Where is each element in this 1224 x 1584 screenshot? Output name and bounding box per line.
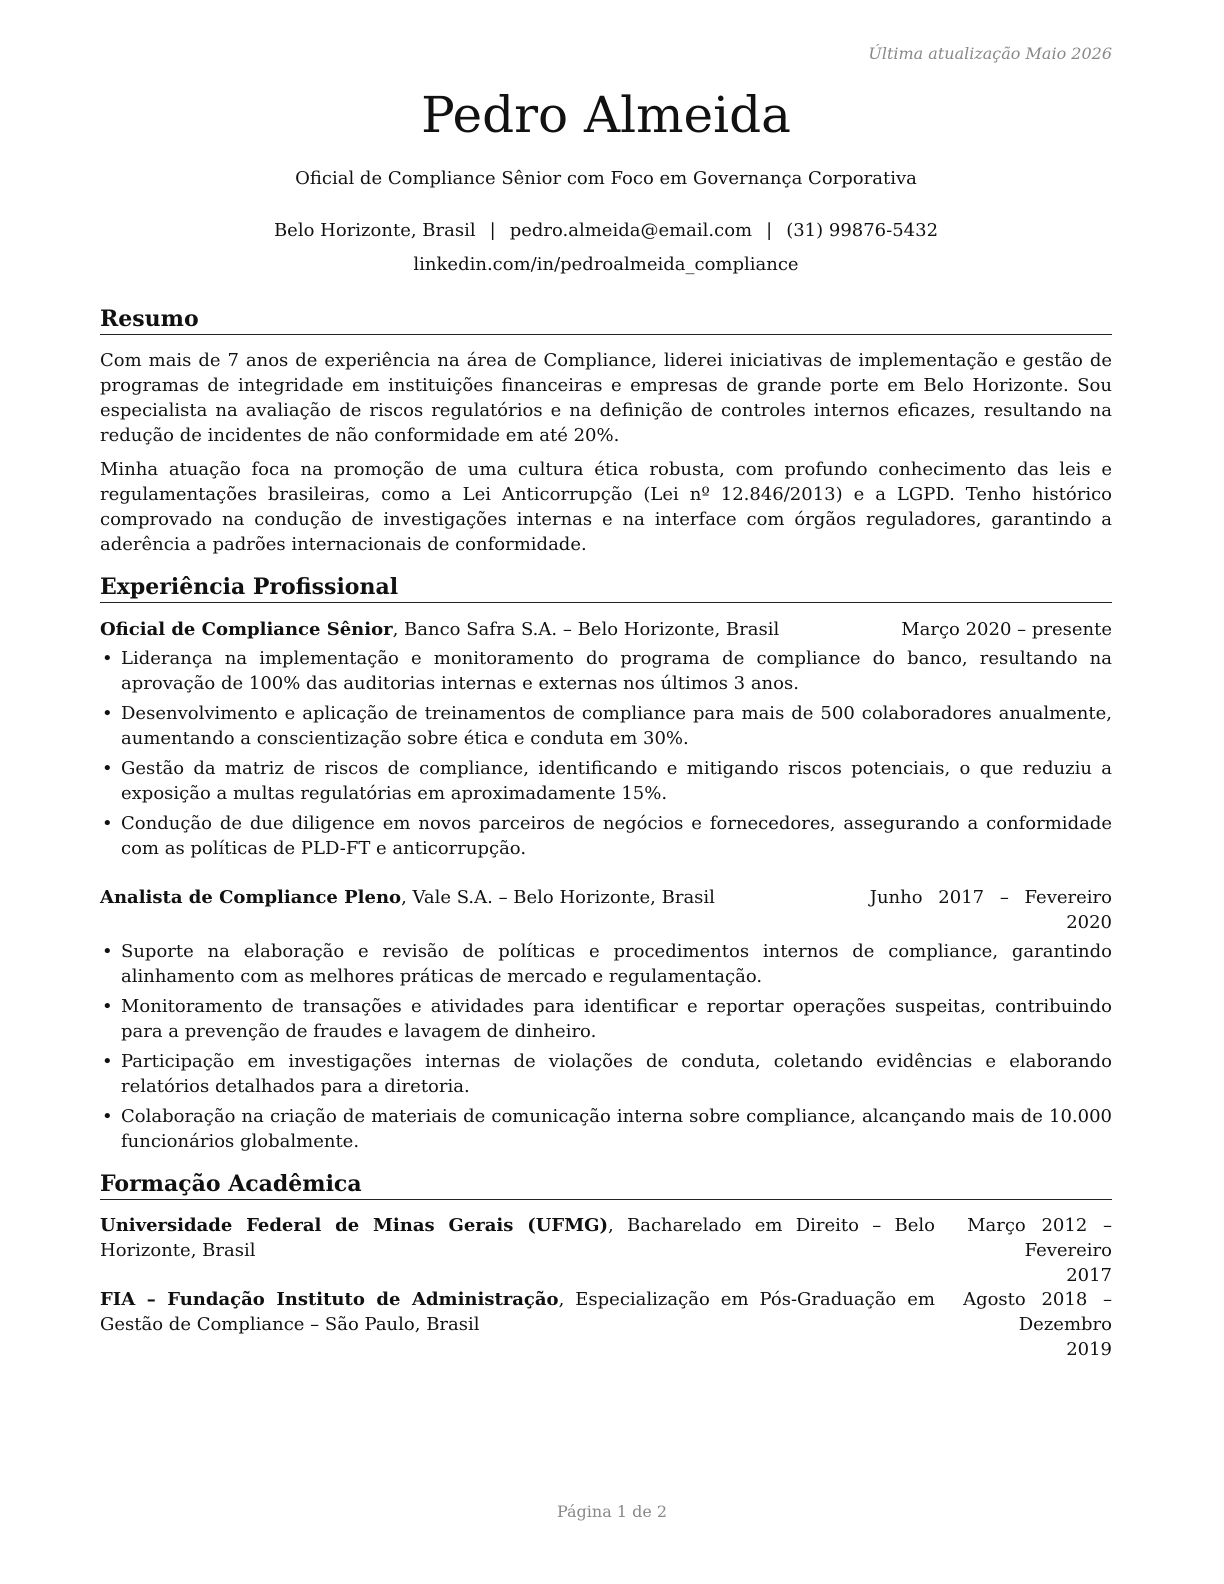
summary-paragraph: Com mais de 7 anos de experiência na área de Compliance, liderei iniciativas de implementação e gestão de programas de integridade em instituições financeiras e empresas de grande porte em Belo Horizonte. Sou especialista na avaliação de riscos regulatórios e na definição de controles internos eficazes, resultando na redução de incidentes de não conformidade em até 20%. (100, 350, 1112, 446)
list-item: • Condução de due diligence em novos parceiros de negócios e fornecedores, assegurando a conformidade com as políticas de PLD-FT e anticorrupção. (102, 813, 1112, 859)
list-item: • Desenvolvimento e aplicação de treinamentos de compliance para mais de 500 colaboradores anualmente, aumentando a conscientização sobre ética e conduta em 30%. (102, 703, 1112, 749)
section-title-education: Formação Acadêmica (100, 1170, 1112, 1200)
summary-paragraph: Minha atuação foca na promoção de uma cultura ética robusta, com profundo conhecimento das leis e regulamentações brasileiras, como a Lei Anticorrupção (Lei nº 12.846/2013) e a LGPD. Tenho histórico comprovado na condução de investigações internas e na interface com órgãos reguladores, garantindo a aderência a padrões internacionais de conformidade. (100, 459, 1112, 555)
job-bullets (100, 646, 1112, 866)
linkedin-link[interactable]: linkedin.com/in/pedroalmeida_compliance (413, 254, 799, 275)
list-item: • Liderança na implementação e monitoramento do programa de compliance do banco, resultando na aprovação de 100% das auditorias internas e externas nos últimos 3 anos. (102, 648, 1112, 694)
education-item (100, 1287, 1112, 1360)
education-item (100, 1213, 1112, 1286)
section-title-experience: Experiência Profissional (100, 573, 1112, 603)
page-number: Página 1 de 2 (556, 1502, 668, 1521)
education-dates: Março 2012 – Fevereiro 2017 (967, 1215, 1112, 1286)
job-header (100, 617, 1112, 642)
job-bullets (100, 939, 1112, 1159)
degree: , Bacharelado em Direito – Belo Horizonte, Brasil (100, 1215, 936, 1261)
list-item: • Participação em investigações internas de violações de conduta, coletando evidências e elaborando relatórios detalhados para a diretoria. (102, 1051, 1112, 1097)
contact-info (100, 220, 1112, 241)
section-title-summary: Resumo (100, 305, 1112, 335)
job-org: , Banco Safra S.A. – Belo Horizonte, Brasil (392, 619, 780, 640)
phone: (31) 99876-5432 (786, 220, 939, 241)
job-dates: Março 2020 – presente (901, 619, 1112, 640)
job-org: , Vale S.A. – Belo Horizonte, Brasil (401, 887, 715, 908)
job-header (100, 885, 1112, 933)
last-updated: Última atualização Maio 2026 (868, 44, 1112, 63)
candidate-name: Pedro Almeida (421, 86, 791, 144)
list-item: • Gestão da matriz de riscos de compliance, identificando e mitigando riscos potenciais, o que reduziu a exposição a multas regulatórias em aproximadamente 15%. (102, 758, 1112, 804)
separator: | (489, 220, 496, 241)
job-dates: Junho 2017 – Fevereiro 2020 (869, 887, 1112, 933)
resume-page (100, 0, 1112, 1584)
institution: FIA – Fundação Instituto de Administração (100, 1289, 559, 1310)
location: Belo Horizonte, Brasil (273, 220, 476, 241)
job-role: Analista de Compliance Pleno (100, 887, 402, 908)
separator: | (766, 220, 773, 241)
list-item: • Colaboração na criação de materiais de comunicação interna sobre compliance, alcançando mais de 10.000 funcionários globalmente. (102, 1106, 1112, 1152)
list-item: • Monitoramento de transações e atividades para identificar e reportar operações suspeitas, contribuindo para a prevenção de fraudes e lavagem de dinheiro. (102, 996, 1112, 1042)
list-item: • Suporte na elaboração e revisão de políticas e procedimentos internos de compliance, garantindo alinhamento com as melhores práticas de mercado e regulamentação. (102, 941, 1112, 987)
job-role: Oficial de Compliance Sênior (100, 619, 393, 640)
institution: Universidade Federal de Minas Gerais (UFMG) (100, 1215, 609, 1236)
education-dates: Agosto 2018 – Dezembro 2019 (963, 1289, 1112, 1360)
email-link[interactable]: pedro.almeida@email.com (509, 220, 753, 241)
degree: , Especialização em Pós-Graduação em Gestão de Compliance – São Paulo, Brasil (100, 1289, 935, 1335)
headline: Oficial de Compliance Sênior com Foco em Governança Corporativa (295, 168, 917, 189)
